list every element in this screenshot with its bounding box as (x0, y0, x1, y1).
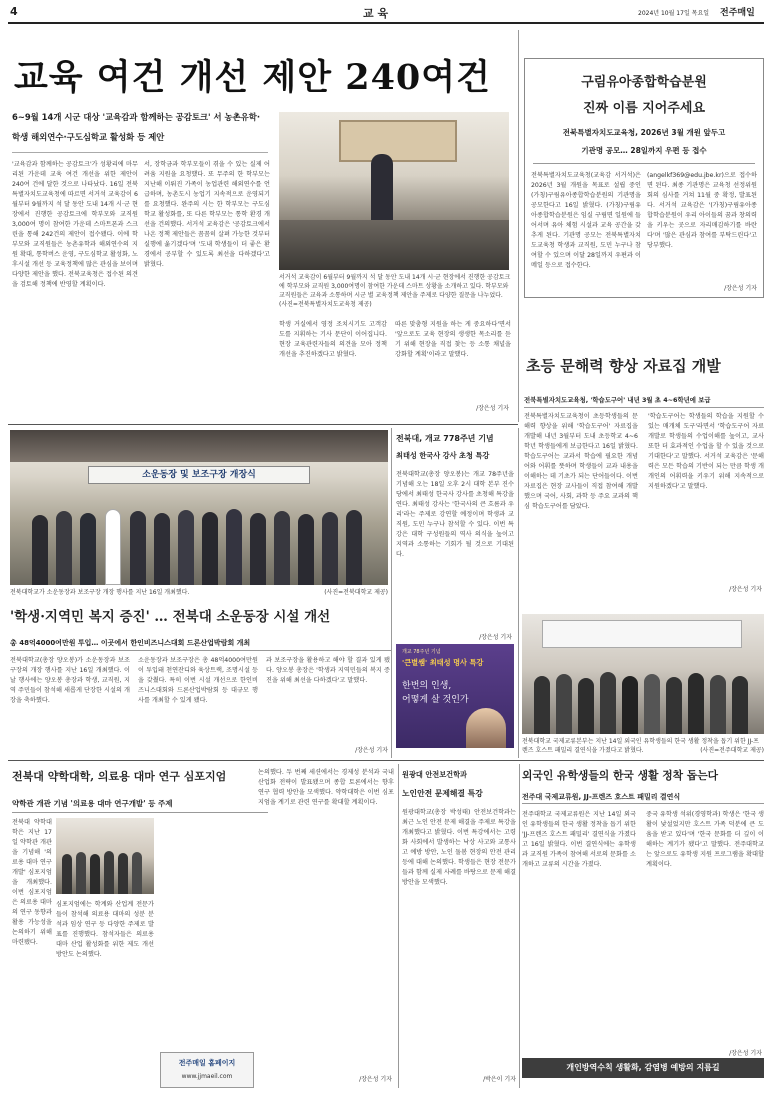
wonkwang-byline: /박은이 기자 (483, 1076, 516, 1083)
literacy-subhead: 전북특별자치도교육청, '학습도구어' 내년 3월 초 4~6학년에 보급 (524, 396, 711, 404)
stadium-caption: 전북대학교가 소운동장과 보조구장 개장 행사를 지난 16일 개최했다. (10, 589, 190, 596)
stadium-banner-text: 소운동장 및 보조구장 개장식 (142, 470, 256, 480)
person-figure (710, 675, 726, 734)
person-figure (666, 677, 682, 734)
stadium-byline: /장은성 기자 (355, 747, 388, 754)
wonkwang-headline: 노인안전 문제해결 특강 (402, 789, 483, 798)
stadium-credit: (사진=전북대학교 제공) (324, 589, 388, 596)
top-section-rule (8, 424, 518, 425)
stadium-banner (88, 466, 310, 484)
right-box-col1: 전북특별자치도교육청(교육감 서거석)은 2026년 3월 개원을 목표로 설립 중인 (가칭)구림유아종합학습분원의 기관명을 공모한다고 16일 밝혔다. (가칭)구림유아종합학습분원은 임실 구림면 일원에 들어서며 유아 체험 시설과 교육 공간을 갖추게 된다. 기관명 공모는 전북특별자치도교육청 학생과 교직원, 도민 누구나 참여할 수 있으며 이달 28일까지 우편과 이메일 등으로 접수한다. (531, 172, 641, 269)
lead-subhead-rule (12, 152, 268, 153)
lecture-ad-quote-2: 어떻게 살 것인가 (402, 695, 469, 705)
hostfamily-group (522, 654, 764, 734)
stadium-col3: 과 보조구장을 활용하고 해야 할 결과 있게 됐다. 양오봉 총장은 '학생과 지역민들의 복지 증진을 위해 최선을 다하겠다'고 말했다. (266, 657, 390, 684)
center-divider (391, 428, 392, 758)
person-figure (644, 674, 660, 734)
hostfamily-col1: 전주대학교 국제교류원은 지난 14일 외국인 유학생들의 한국 생활 정착을 돕기 위한 'JJ-프렌즈 호스트 패밀리' 결연식을 가졌다고 16일 밝혔다. 이번 결연식에는 유학생과 교직원 가족이 참여해 서로의 문화를 소개하고 교류의 시간을 가졌다. (522, 811, 636, 868)
hostfamily-rule (522, 803, 764, 804)
right-box-byline: /장은성 기자 (724, 285, 757, 292)
footer-banner-text: 개인방역수칙 생활화, 감염병 예방의 지름길 (566, 1063, 720, 1072)
person-figure (226, 509, 242, 585)
literacy-col1: 전북특별자치도교육청이 초등학생들의 문해력 향상을 위해 '학습도구어' 자료집을 개발해 내년 3월부터 도내 초등학교 4~6학년 학생들에게 보급한다고 16일 밝혔다. 학습도구어는 교과서 학습에 필요한 개념어와 어휘를 뜻하며 학생들이 교과 내용을 이해하는 데 기초가 되는 단어들이다. 이번 자료집은 현장 교사들이 직접 참여해 개발했으며 국어, 사회, 과학 등 주요 교과의 핵심 학습도구어를 담았다. (524, 413, 638, 510)
person-figure (346, 510, 362, 585)
bottom-divider-1 (398, 764, 399, 1088)
pharmacy-subhead: 약학관 개관 기념 '의료용 대마 연구개발' 등 주제 (12, 799, 173, 808)
pharmacy-rule (12, 812, 268, 813)
page-number: 4 (10, 5, 18, 18)
person-figure (132, 852, 142, 894)
person-figure (76, 852, 86, 894)
issue-date: 2024년 10월 17일 목요일 (638, 10, 710, 17)
hostfamily-subhead: 전주대 국제교류원, JJ-프렌즈 호스트 패밀리 결연식 (522, 793, 681, 801)
lecture-byline: /장은성 기자 (479, 634, 512, 641)
person-figure (62, 854, 72, 894)
lead-photo (279, 112, 509, 270)
person-figure (118, 853, 128, 894)
person-figure (534, 676, 550, 734)
person-figure (104, 851, 114, 894)
right-box-title-2: 진짜 이름 지어주세요 (582, 101, 706, 116)
person-figure (202, 512, 218, 585)
person-figure (130, 511, 146, 585)
footer-banner (522, 1058, 764, 1078)
lecturer-portrait (466, 708, 506, 748)
right-box-sub-1: 전북특별자치도교육청, 2026년 3월 개원 앞두고 (562, 128, 726, 137)
person-figure (298, 514, 314, 585)
person-figure (105, 509, 121, 585)
pharmacy-col2: 심포지엄에는 학계와 산업계 전문가들이 참석해 의료용 대마의 성분 분석과 임상 연구 등 다양한 주제로 발표를 진행했다. 참석자들은 의료용 대마 산업 활성화를 위한 제도 개선 방안도 논의했다. (56, 901, 154, 958)
stadium-rule (10, 650, 392, 651)
lecture-ad-brand: '큰별쌤' 최태성 명사 특강 (402, 658, 484, 667)
literacy-headline: 초등 문해력 향상 자료집 개발 (526, 357, 721, 375)
lecture-ad (396, 644, 514, 748)
lead-col3: 학생 거실에서 영정 조치시기도 고객감도를 지휘하는 기사 문단이 이어집니다. 현장 교육관련자들의 의견을 모아 정책 개선을 추진하겠다고 밝혔다. (279, 321, 387, 358)
lead-photo-caption: 서거석 교육감이 6월부터 9월까지 석 달 동안 도내 14개 시·군 현장에서 진행한 공감토크에 학부모와 교직원 3,000여명이 참여한 가운데 스마트 상황을 소개하고 있다. 학부모와 교직원들은 교육과 소통하며 시군 별 교육정책 제안을 주제로 다양한 질문을 나누었다. (사진=전북특별자치도교육청 제공) (279, 274, 511, 308)
person-figure (80, 513, 96, 585)
homepage-ad-title: 전주매일 홈페이지 (178, 1059, 236, 1067)
person-figure (578, 678, 594, 734)
person-figure (732, 676, 748, 734)
lecture-body: 전북대학교(총장 양오봉)는 개교 78주년을 기념해 오는 18일 오후 2시 대학 본부 진수당에서 최태성 한국사 강사를 초청해 특강을 연다. 최태성 강사는 '한국사의 큰 흐름과 우리'라는 주제로 강연할 예정이며 학생과 교직원, 도민 누구나 참석할 수 있다. 이번 특강은 대학 구성원들의 역사 의식을 높이고 지역과 소통하는 기회가 될 것으로 기대된다. (396, 471, 514, 558)
homepage-ad (160, 1052, 254, 1088)
person-figure (556, 674, 572, 734)
pharmacy-col1: 전북대 약학대학은 지난 17일 약학관 개관을 기념해 '의료용 대마 연구개발' 심포지엄을 개최했다. 이번 심포지엄은 의료용 대마의 연구 동향과 활용 가능성을 논의하기 위해 마련됐다. (12, 819, 52, 946)
person-figure (688, 673, 704, 734)
lecture-headline: 전북대, 개교 778주년 기념 (396, 434, 494, 443)
person-figure (250, 513, 266, 585)
person-figure (56, 511, 72, 585)
lecture-ad-quote-1: 한번의 인생, (402, 681, 452, 691)
bottom-divider-2 (519, 764, 520, 1088)
stadium-headline: '학생·지역민 복지 증진' … 전북대 소운동장 시설 개선 (10, 609, 331, 625)
literacy-byline: /장은성 기자 (729, 586, 762, 593)
center-right-divider (518, 428, 519, 758)
wonkwang-body: 원광대학교(총장 박성태) 안전보건학과는 최근 노인 안전 문제 해결을 주제로 특강을 개최했다고 밝혔다. 이번 특강에서는 고령화 사회에서 발생하는 낙상 사고와 교통사고 예방 방안, 노인 돌봄 현장의 안전 관리 등에 대해 논의했다. 학생들은 현장 전문가들과 함께 실제 사례를 바탕으로 문제 해결 방안을 모색했다. (402, 809, 516, 886)
right-box-rule (533, 163, 755, 164)
stadium-photo (10, 430, 388, 585)
wonkwang-kicker: 원광대 안전보건학과 (402, 770, 467, 779)
banner-screen (339, 120, 457, 162)
roof-structure (10, 430, 388, 462)
pharmacy-col3: 논의했다. 두 번째 세션에서는 경제성 분석과 국내 산업화 전략이 발표됐으며 종합 토론에서는 향후 연구 협력 방안을 모색했다. 약학대학은 이번 심포지엄을 계기로 관련 연구를 확대할 계획이다. (258, 769, 394, 806)
paper-name: 전주매일 (720, 8, 755, 18)
page-header (8, 3, 764, 21)
section-name: 교 육 (363, 7, 389, 20)
person-figure (600, 672, 616, 734)
lecture-ad-top: 개교 78주년 기념 (402, 649, 441, 655)
person-figure (90, 854, 100, 894)
pharmacy-headline: 전북대 약학대학, 의료용 대마 연구 심포지엄 (12, 770, 227, 783)
person-figure (32, 515, 48, 585)
homepage-ad-url: www.jjmaeil.com (181, 1073, 233, 1080)
literacy-rule (524, 407, 764, 408)
person-figure (322, 512, 338, 585)
lead-byline: /장은성 기자 (476, 405, 509, 412)
lead-col4: 따른 맞춤형 지원을 하는 게 중요하다'면서 '앞으로도 교육 현장의 생생한 목소리를 듣기 위해 현장을 직접 찾는 등 소통 채널을 강화할 계획'이라고 말했다. (395, 321, 511, 358)
right-box-col2: (angelkf369@edu.jbe.kr)으로 접수하면 된다. 최종 기관명은 교육청 선정위원회의 심사를 거쳐 11월 중 확정, 발표된다. 서거석 교육감은 '(가칭)구림유아종합학습분원이 우리 아이들의 꿈과 창의력을 키우는 곳으로 자리매김하기를 바란다'며 '많은 관심과 참여를 부탁드린다'고 당부했다. (647, 172, 757, 249)
hostfamily-col2: 중국 유학생 석위(경영학과) 학생은 '한국 생활이 낯설었지만 호스트 가족 덕분에 큰 도움을 받고 있다'며 '한국 문화를 더 깊이 이해하는 계기가 됐다'고 말했다. 전주대학교는 앞으로도 유학생 지원 프로그램을 확대할 계획이다. (646, 811, 764, 868)
person-figure (154, 513, 170, 585)
audience-row (279, 220, 509, 270)
hostfamily-headline: 외국인 유학생들의 한국 생활 정착 돕는다 (522, 769, 719, 782)
right-box-title-1: 구림유아종합학습분원 (581, 75, 707, 90)
stadium-col1: 전북대학교(총장 양오봉)가 소운동장과 보조구장의 개장 행사를 지난 16일 개최했다. 이날 행사에는 양오봉 총장과 학생, 교직원, 지역 주민들이 참석해 새롭게 단장한 시설의 개장을 축하했다. (10, 657, 130, 704)
person-figure (178, 510, 194, 585)
lead-right-divider (518, 30, 519, 422)
lecture-subhead: 최태성 한국사 강사 초청 특강 (396, 451, 490, 460)
lead-col2: 서, 장학금과 학부모들이 겪을 수 있는 실제 어려움 지원을 요청했다. 또 무주의 한 학부모는 지난해 이뤄진 가족이 농업관련 해외연수를 언급하며, 농촌도시 농업기 지속적으로 운영되기를 요청했다. 완주의 시는 한 학부모는 구도심 학교 활성화를, 또 다른 학부모는 통학 환경 개선을 건의했다. 서거석 교육감은 '공감토크에서 나온 정책 제안들은 꼼꼼히 살펴 가능한 것부터 실행에 옮기겠다'며 '도내 학생들이 더 좋은 환경에서 공부할 수 있도록 최선을 다하겠다'고 밝혔다. (144, 161, 270, 268)
hostfamily-photo (522, 614, 764, 734)
lead-col1: '교육감과 함께하는 공감토크'가 성황리에 마무리된 가운데 교육 여건 개선을 위한 제안이 240여 건에 달한 것으로 나타났다. 16일 전북특별자치도교육청에 따르면 서거석 교육감이 6월부터 9월까지 석 달 동안 도내 14개 시·군 현장에서 진행한 공감토크에 학부모와 교직원 3,000여 명이 참여한 가운데 스마트폰과 스크린을 통해 242건의 제안이 접수됐다. 이에 학부모와 교직원들은 농촌유학과 해외연수의 지원 확대, 통학버스 운영, 구도심학교 활성화, 노후시설 개선 등 교육정책에 많은 관심을 보이며 다양한 제안을 했다. 전북교육청은 접수된 의견을 검토해 정책에 반영할 계획이다. (12, 161, 138, 288)
hostfamily-caption: 전북대학교 국제교류본부는 지난 14일 외국인 유학생들의 한국 생활 정착을 돕기 위한 JJ-프렌즈 호스트 패밀리 결연식을 가졌다고 밝혔다. (522, 738, 759, 754)
hostfamily-byline: /장은성 기자 (729, 1050, 762, 1057)
group-people (10, 492, 388, 585)
hostfamily-backdrop (542, 620, 742, 648)
stadium-col2: 소운동장과 보조구장은 총 48억4000여만원이 투입돼 천연잔디와 육상트랙, 조명시설 등을 갖췄다. 특히 이번 시설 개선으로 한인비즈니스대회와 드론산업박람회 등 대규모 행사를 개최할 수 있게 됐다. (138, 657, 258, 704)
pharmacy-photo (56, 818, 154, 894)
right-box-sub-2: 기관명 공모… 28일까지 우편 등 접수 (581, 146, 707, 155)
right-box (524, 58, 764, 298)
lead-subhead: 6~9월 14개 시군 대상 '교육감과 함께하는 공감토크' 서 농촌유학·학생 해외연수·구도심학교 활성화 등 제안 (12, 112, 261, 142)
person-figure (622, 676, 638, 734)
header-rule (8, 22, 764, 24)
stadium-subhead: 총 48억4000여만원 투입… 이곳에서 한인비즈니스대회 드론산업박람회 개최 (10, 639, 251, 647)
pharmacy-byline: /장은성 기자 (359, 1076, 392, 1083)
lead-headline: 교육 여건 개선 제안 240여건 (14, 57, 491, 98)
person-figure (274, 511, 290, 585)
speaker-figure (371, 154, 393, 226)
hostfamily-credit: (사진=전주대학교 제공) (700, 747, 764, 754)
literacy-col2: '학습도구어는 학생들의 학습을 지원할 수 있는 매개체 도구'라면서 '학습도구어 자료 개발로 학생들의 수업이해를 높이고, 교사 또한 더 효과적인 수업을 할 수 있을 것으로 기대한다'고 말했다. 서거석 교육감은 '문해력은 모든 학습의 기반이 되는 만큼 학생 개개인의 어휘력을 키우기 위해 지속적으로 지원하겠다'고 말했다. (648, 413, 764, 490)
bottom-section-rule (8, 760, 764, 761)
